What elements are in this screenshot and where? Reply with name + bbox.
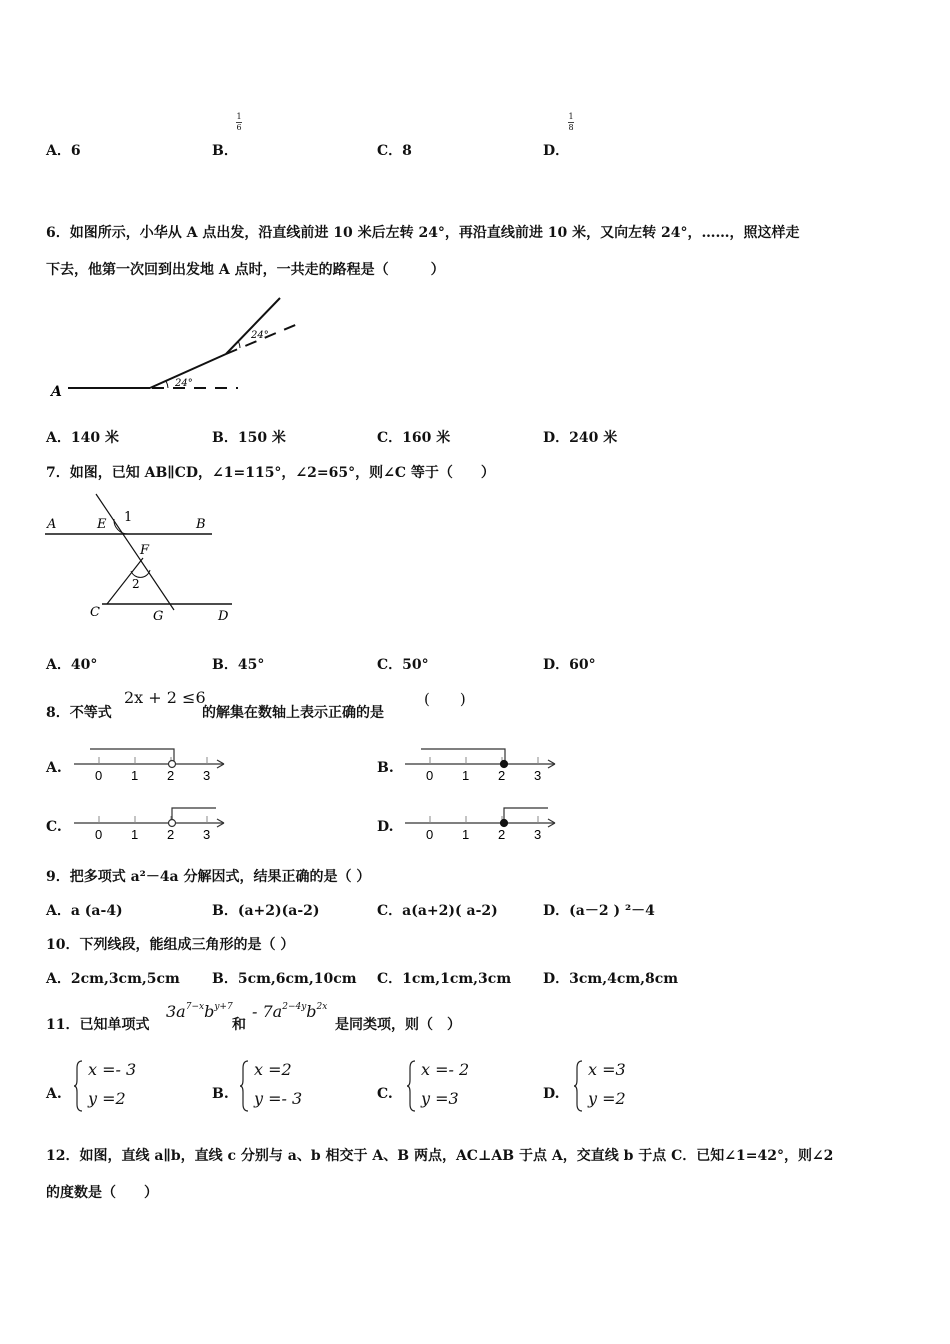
tick-label: 3 [534,768,542,783]
q8-number-line-b[interactable] [405,744,565,786]
system-line-1: x =2 [254,1060,292,1079]
option-label: C. [377,1086,393,1102]
q6-option-a[interactable]: A．140 米 [46,430,119,446]
q6-point-a-label: A [51,384,62,400]
tick-label: 1 [131,768,139,783]
q10-option-b[interactable]: B．5cm,6cm,10cm [212,971,357,987]
q8-option-a-label[interactable]: A. [46,760,62,776]
q12-stem-line2: 的度数是（ ） [46,1185,158,1201]
q6-option-d[interactable]: D．240 米 [543,430,618,446]
q6-stem-line1: 6．如图所示，小华从 A 点出发，沿直线前进 10 米后左转 24°，再沿直线前进 10 米，又向左转 24°，……，照这样走 [46,225,800,241]
monomial-coefficient: - 7a [252,1002,283,1021]
tick-label: 3 [203,768,211,783]
brace-icon [240,1060,250,1112]
q6-angle1-label: 24° [175,378,193,389]
q5-option-c[interactable]: C．8 [377,143,412,159]
system-line-2: y =3 [421,1089,459,1108]
q7-label-c: C [90,605,100,620]
q7-label-a: A [47,517,57,532]
monomial-variable: b [306,1002,317,1021]
q10-stem: 10．下列线段，能组成三角形的是（ ） [46,937,295,953]
fraction-numerator: 1 [236,112,242,121]
q7-label-d: D [218,609,229,624]
q11-prefix: 11．已知单项式 [46,1017,150,1033]
q6-figure [40,290,320,405]
q8-suffix: 的解集在数轴上表示正确的是 [202,705,384,721]
q7-label-b: B [196,517,206,532]
system-line-2: y =2 [88,1089,126,1108]
q11-monomial-1 [166,1002,233,1021]
tick-label: 0 [426,827,434,842]
q9-option-a[interactable]: A．a (a-4) [46,903,123,919]
system-line-2: y =2 [588,1089,626,1108]
q7-option-a[interactable]: A．40° [46,657,98,673]
q11-and: 和 [232,1017,246,1033]
system-line-1: x =3 [588,1060,626,1079]
q6-stem-line2: 下去，他第一次回到出发地 A 点时，一共走的路程是（ ） [46,262,445,278]
system-line-1: x =- 2 [421,1060,470,1079]
q6-angle2-label: 24° [251,330,269,341]
tick-label: 3 [203,827,211,842]
tick-label: 1 [462,768,470,783]
q6-option-b[interactable]: B．150 米 [212,430,286,446]
q7-option-d[interactable]: D．60° [543,657,596,673]
q7-label-g: G [153,609,164,624]
q8-prefix: 8．不等式 [46,705,112,721]
q7-option-c[interactable]: C．50° [377,657,429,673]
tick-label: 2 [498,768,506,783]
brace-icon [74,1060,84,1112]
exponent: y+7 [214,1002,233,1012]
tick-label: 0 [95,768,103,783]
q8-option-c-label[interactable]: C. [46,819,62,835]
option-label: A. [46,1086,62,1102]
fraction-denominator: 8 [568,123,574,132]
tick-label: 0 [426,768,434,783]
system-line-2: y =- 3 [254,1089,303,1108]
q7-label-angle2: 2 [132,577,140,591]
q8-option-d-label[interactable]: D. [377,819,394,835]
q10-option-a[interactable]: A．2cm,3cm,5cm [46,971,180,987]
q10-option-c[interactable]: C．1cm,1cm,3cm [377,971,512,987]
q5-option-b[interactable]: B． [212,143,238,159]
q7-label-e: E [97,517,107,532]
q8-answer-paren: ( ) [424,690,466,708]
exponent: 7−x [185,1002,205,1012]
tick-label: 2 [167,827,175,842]
q5-option-a[interactable]: A．6 [46,143,81,159]
q10-option-d[interactable]: D．3cm,4cm,8cm [543,971,679,987]
q8-number-line-d[interactable] [405,803,565,845]
q9-option-d[interactable]: D．(a－2 ) ²－4 [543,903,655,919]
q5-option-d[interactable]: D． [543,143,570,159]
q7-option-b[interactable]: B．45° [212,657,265,673]
system-line-1: x =- 3 [88,1060,137,1079]
q11-monomial-2 [252,1002,327,1021]
q8-option-b-label[interactable]: B. [377,760,394,776]
q8-number-line-c[interactable] [74,803,234,845]
q9-option-b[interactable]: B．(a+2)(a-2) [212,903,320,919]
q12-stem-line1: 12．如图，直线 a∥b，直线 c 分别与 a、b 相交于 A、B 两点，AC⊥AB 于点 A，交直线 b 于点 C．已知∠1=42°，则∠2 [46,1148,834,1164]
q8-inequality: 2x + 2 ≤6 [124,688,206,707]
q5-option-d-fraction [568,112,574,133]
exponent: 2x [316,1002,328,1012]
q7-label-f: F [140,543,150,558]
monomial-variable: b [204,1002,215,1021]
brace-icon [574,1060,584,1112]
option-label: D. [543,1086,560,1102]
q5-option-b-fraction [236,112,242,133]
option-label: B. [212,1086,229,1102]
exponent: 2−4y [282,1002,307,1012]
q7-label-angle1: 1 [124,510,133,525]
tick-label: 1 [462,827,470,842]
tick-label: 3 [534,827,542,842]
fraction-numerator: 1 [568,112,574,121]
fraction-denominator: 6 [236,123,242,132]
tick-label: 1 [131,827,139,842]
q6-option-c[interactable]: C．160 米 [377,430,451,446]
brace-icon [407,1060,417,1112]
tick-label: 0 [95,827,103,842]
q7-stem: 7．如图，已知 AB∥CD，∠1=115°，∠2=65°，则∠C 等于（ ） [46,465,495,481]
q7-figure [40,490,240,630]
q11-suffix: 是同类项，则（ ） [335,1017,461,1033]
q9-option-c[interactable]: C．a(a+2)( a-2) [377,903,498,919]
q8-number-line-a[interactable] [74,744,234,786]
monomial-coefficient: 3a [166,1002,186,1021]
tick-label: 2 [498,827,506,842]
q9-stem: 9．把多项式 a²－4a 分解因式，结果正确的是（ ） [46,869,371,885]
tick-label: 2 [167,768,175,783]
